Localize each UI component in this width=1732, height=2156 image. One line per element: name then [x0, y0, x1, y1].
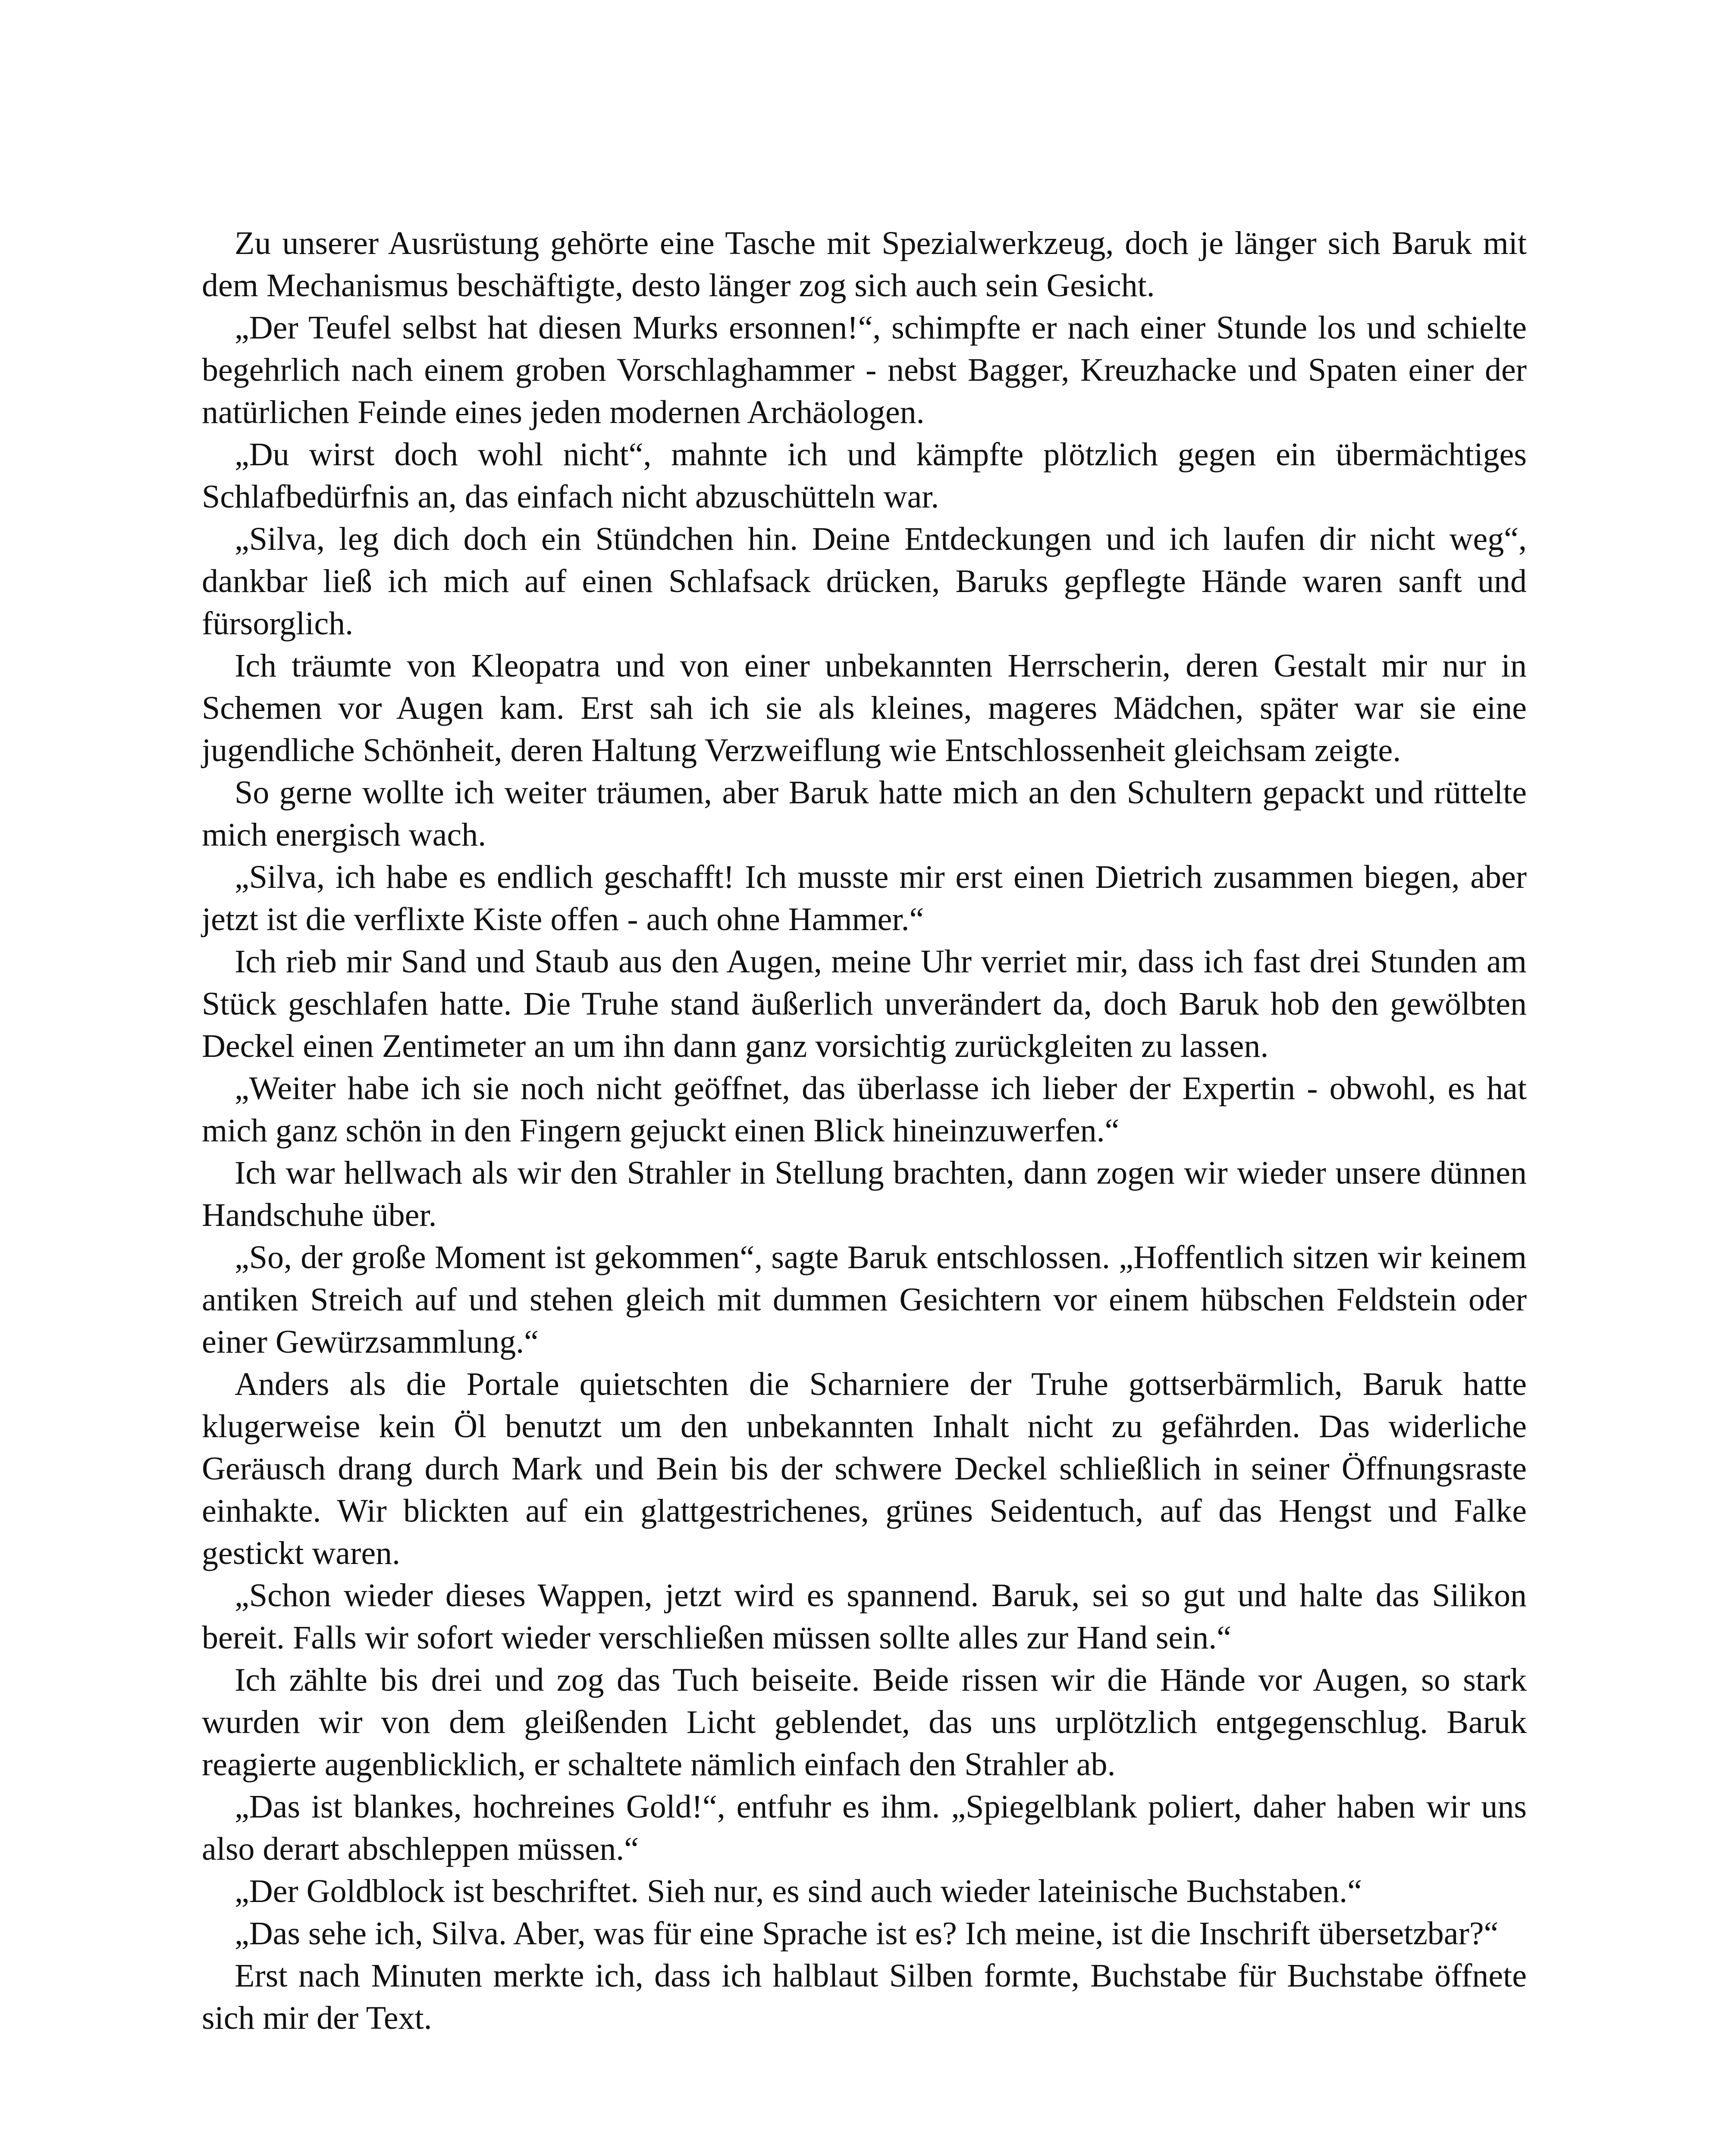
paragraph: „Schon wieder dieses Wappen, jetzt wird es spannend. Baruk, sei so gut und halte das Silikon bereit. Falls wir sofort wieder verschließen müssen sollte alles zur Hand sein.“: [202, 1577, 1527, 1656]
paragraph: Anders als die Portale quietschten die Scharniere der Truhe gottserbärmlich, Baruk hatte klugerweise kein Öl benutzt um den unbekannten Inhalt nicht zu gefährden. Das widerliche Geräusch drang durch Mark und Bein bis der schwere Deckel schließlich in seiner Öffnungsraste einhakte. Wir blickten auf ein glattgestrichenes, grünes Seidentuch, auf das Hengst und Falke gestickt waren.: [202, 1366, 1527, 1571]
paragraph: Ich rieb mir Sand und Staub aus den Augen, meine Uhr verriet mir, dass ich fast drei Stunden am Stück geschlafen hatte. Die Truhe stand äußerlich unverändert da, doch Baruk hob den gewölbten Deckel einen Zentimeter an um ihn dann ganz vorsichtig zurückgleiten zu lassen.: [202, 943, 1527, 1064]
paragraph: „Der Teufel selbst hat diesen Murks ersonnen!“, schimpfte er nach einer Stunde los und schielte begehrlich nach einem groben Vorschlaghammer - nebst Bagger, Kreuzhacke und Spaten einer der natürlichen Feinde eines jeden modernen Archäologen.: [202, 310, 1527, 430]
paragraph: „Weiter habe ich sie noch nicht geöffnet, das überlasse ich lieber der Expertin - obwohl, es hat mich ganz schön in den Fingern gejuckt einen Blick hineinzuwerfen.“: [202, 1070, 1527, 1149]
paragraph: Zu unserer Ausrüstung gehörte eine Tasche mit Spezialwerkzeug, doch je länger sich Baruk mit dem Mechanismus beschäftigte, desto länger zog sich auch sein Gesicht.: [202, 225, 1527, 304]
paragraph: „Das ist blankes, hochreines Gold!“, entfuhr es ihm. „Spiegelblank poliert, daher haben wir uns also derart abschleppen müssen.“: [202, 1789, 1527, 1867]
paragraph: So gerne wollte ich weiter träumen, aber Baruk hatte mich an den Schultern gepackt und rüttelte mich energisch wach.: [202, 774, 1527, 853]
paragraph: „So, der große Moment ist gekommen“, sagte Baruk entschlossen. „Hoffentlich sitzen wir keinem antiken Streich auf und stehen gleich mit dummen Gesichtern vor einem hübschen Feldstein oder einer Gewürzsammlung.“: [202, 1239, 1527, 1360]
paragraph: „Silva, leg dich doch ein Stündchen hin. Deine Entdeckungen und ich laufen dir nicht weg“, dankbar ließ ich mich auf einen Schlafsack drücken, Baruks gepflegte Hände waren sanft und fürsorglich.: [202, 521, 1527, 642]
paragraph: „Das sehe ich, Silva. Aber, was für eine Sprache ist es? Ich meine, ist die Inschrift übersetzbar?“: [235, 1915, 1499, 1952]
body-text: [202, 222, 1527, 2039]
paragraph: „Silva, ich habe es endlich geschafft! Ich musste mir erst einen Dietrich zusammen biegen, aber jetzt ist die verflixte Kiste offen - auch ohne Hammer.“: [202, 859, 1527, 937]
paragraph: Ich zählte bis drei und zog das Tuch beiseite. Beide rissen wir die Hände vor Augen, so stark wurden wir von dem gleißenden Licht geblendet, das uns urplötzlich entgegenschlug. Baruk reagierte augenblicklich, er schaltete nämlich einfach den Strahler ab.: [202, 1662, 1527, 1783]
paragraph: Ich träumte von Kleopatra und von einer unbekannten Herrscherin, deren Gestalt mir nur in Schemen vor Augen kam. Erst sah ich sie als kleines, mageres Mädchen, später war sie eine jugendliche Schönheit, deren Haltung Verzweiflung wie Entschlossenheit gleichsam zeigte.: [202, 648, 1527, 768]
paragraph: Erst nach Minuten merkte ich, dass ich halblaut Silben formte, Buchstabe für Buchstabe öffnete sich mir der Text.: [202, 1958, 1527, 2036]
paragraph: Ich war hellwach als wir den Strahler in Stellung brachten, dann zogen wir wieder unsere dünnen Handschuhe über.: [202, 1155, 1527, 1233]
paragraph: „Der Goldblock ist beschriftet. Sieh nur, es sind auch wieder lateinische Buchstaben.“: [235, 1873, 1362, 1909]
paragraph: „Du wirst doch wohl nicht“, mahnte ich und kämpfte plötzlich gegen ein übermächtiges Schlafbedürfnis an, das einfach nicht abzuschütteln war.: [202, 436, 1527, 515]
